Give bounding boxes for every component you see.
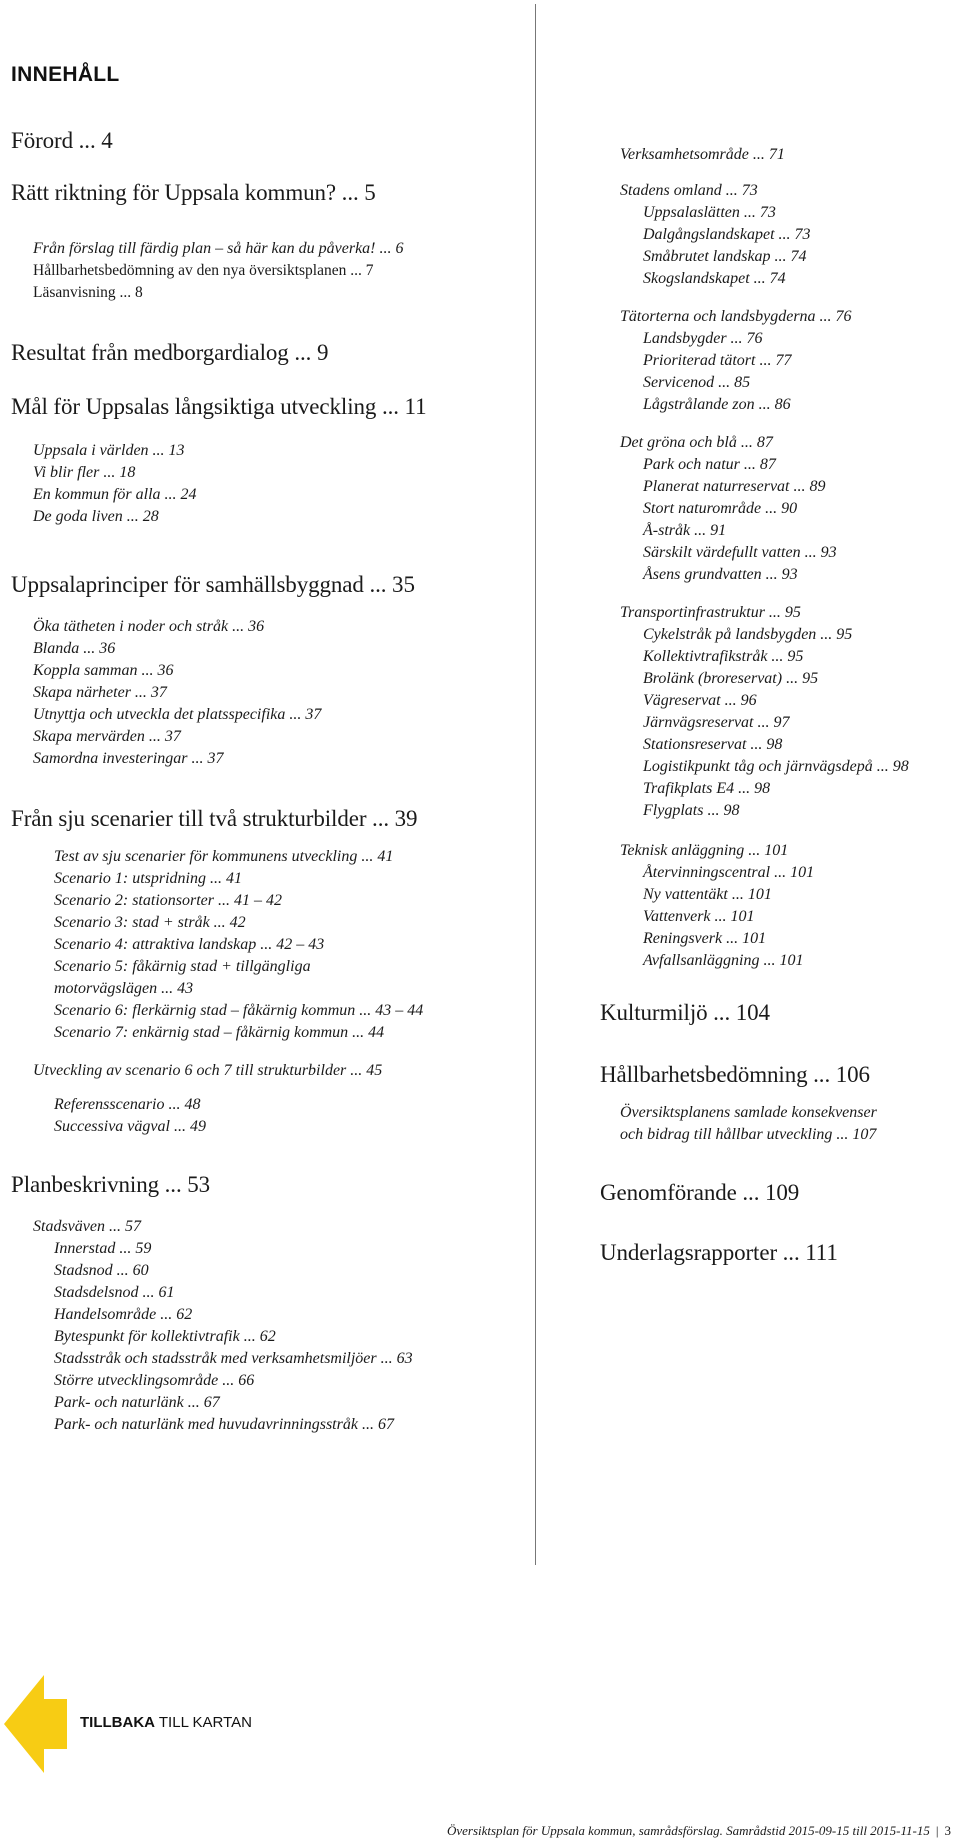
toc-left-entry[interactable]: Utnyttja och utveckla det platsspecifika ... 37 [33,706,322,723]
toc-left-entry[interactable]: Successiva vägval ... 49 [54,1118,206,1135]
toc-right-entry[interactable]: Återvinningscentral ... 101 [643,864,815,881]
toc-right-entry[interactable]: Uppsalaslätten ... 73 [643,204,776,221]
toc-right-entry[interactable]: Teknisk anläggning ... 101 [620,842,789,859]
back-to-map-button[interactable] [4,1675,284,1773]
toc-right-entry[interactable]: Det gröna och blå ... 87 [620,434,773,451]
toc-right-entry[interactable]: Järnvägsreservat ... 97 [643,714,790,731]
toc-left-entry[interactable]: En kommun för alla ... 24 [33,486,197,503]
toc-right-entry[interactable]: Verksamhetsområde ... 71 [620,146,785,163]
toc-right-entry[interactable]: Underlagsrapporter ... 111 [600,1240,838,1265]
toc-right-entry[interactable]: Särskilt värdefullt vatten ... 93 [643,544,837,561]
back-to-map-label-rest: TILL KARTAN [155,1714,252,1731]
toc-right-entry[interactable]: Stationsreservat ... 98 [643,736,783,753]
toc-left-entry[interactable]: Referensscenario ... 48 [54,1096,201,1113]
toc-right-entry[interactable]: Planerat naturreservat ... 89 [643,478,826,495]
toc-left-entry[interactable]: Stadsväven ... 57 [33,1218,141,1235]
toc-left-entry[interactable]: Förord ... 4 [11,128,113,153]
page-title: INNEHÅLL [11,63,120,86]
toc-right-entry[interactable]: och bidrag till hållbar utveckling ... 107 [620,1126,877,1143]
footer-document-info: Översiktsplan för Uppsala kommun, samrådsförslag. Samrådstid 2015-09-15 till 2015-11-15 [446,1823,930,1838]
toc-left-entry[interactable]: Stadsstråk och stadsstråk med verksamhetsmiljöer ... 63 [54,1350,413,1367]
toc-left-entry[interactable]: Samordna investeringar ... 37 [33,750,224,767]
toc-right-entry[interactable]: Småbrutet landskap ... 74 [643,248,807,265]
arrow-left-shape [4,1675,67,1773]
toc-left-entry[interactable]: Bytespunkt för kollektivtrafik ... 62 [54,1328,276,1345]
toc-right-entry[interactable]: Stort naturområde ... 90 [643,500,798,517]
toc-right-entry[interactable]: Kulturmiljö ... 104 [600,1000,770,1025]
toc-left-entry[interactable]: Resultat från medborgardialog ... 9 [11,340,329,365]
toc-left-entry[interactable]: Blanda ... 36 [33,640,116,657]
back-to-map-label-bold: TILLBAKA [80,1714,155,1731]
toc-right-entry[interactable]: Park och natur ... 87 [643,456,776,473]
toc-left-entry[interactable]: Koppla samman ... 36 [33,662,174,679]
toc-left-entry[interactable]: Stadsdelsnod ... 61 [54,1284,175,1301]
toc-right-entry[interactable]: Servicenod ... 85 [643,374,751,391]
toc-right-entry[interactable]: Genomförande ... 109 [600,1180,800,1205]
toc-right-entry[interactable]: Översiktsplanens samlade konsekvenser [620,1104,877,1121]
toc-left-entry[interactable]: Innerstad ... 59 [54,1240,152,1257]
toc-left-entry[interactable]: Uppsalaprinciper för samhällsbyggnad ... 35 [11,572,415,597]
column-divider [535,4,536,1565]
toc-right-entry[interactable]: Brolänk (broreservat) ... 95 [643,670,819,687]
arrow-left-icon [4,1675,80,1773]
toc-right-entry[interactable]: Trafikplats E4 ... 98 [643,780,771,797]
toc-left-entry[interactable]: Scenario 2: stationsorter ... 41 – 42 [54,892,282,909]
footer-page-number: 3 [944,1823,951,1838]
toc-right-entry[interactable]: Tätorterna och landsbygderna ... 76 [620,308,852,325]
toc-left-entry[interactable]: Stadsnod ... 60 [54,1262,149,1279]
toc-left-entry[interactable]: motorvägslägen ... 43 [54,980,194,997]
toc-left-entry[interactable]: Från förslag till färdig plan – så här kan du påverka! ... 6 [33,240,404,257]
toc-right-entry[interactable]: Logistikpunkt tåg och järnvägsdepå ... 98 [643,758,909,775]
toc-right-entry[interactable]: Vägreservat ... 96 [643,692,757,709]
toc-left-entry[interactable]: De goda liven ... 28 [33,508,159,525]
toc-left-entry[interactable]: Från sju scenarier till två strukturbilder ... 39 [11,806,418,831]
toc-right-entry[interactable]: Skogslandskapet ... 74 [643,270,786,287]
toc-right-entry[interactable]: Landsbygder ... 76 [643,330,763,347]
toc-left-entry[interactable]: Läsanvisning ... 8 [33,284,143,301]
toc-left-entry[interactable]: Park- och naturlänk ... 67 [54,1394,220,1411]
toc-left-entry[interactable]: Öka tätheten i noder och stråk ... 36 [33,618,265,635]
toc-right-entry[interactable]: Prioriterad tätort ... 77 [643,352,792,369]
toc-left-entry[interactable]: Uppsala i världen ... 13 [33,442,185,459]
toc-right-entry[interactable]: Flygplats ... 98 [643,802,740,819]
toc-left-entry[interactable]: Handelsområde ... 62 [54,1306,193,1323]
toc-left-entry[interactable]: Test av sju scenarier för kommunens utveckling ... 41 [54,848,394,865]
toc-right-entry[interactable]: Transportinfrastruktur ... 95 [620,604,801,621]
toc-right-entry[interactable]: Lågstrålande zon ... 86 [643,396,791,413]
toc-left-entry[interactable]: Scenario 3: stad + stråk ... 42 [54,914,246,931]
toc-left-entry[interactable]: Större utvecklingsområde ... 66 [54,1372,255,1389]
toc-left-entry[interactable]: Scenario 6: flerkärnig stad – fåkärnig kommun ... 43 – 44 [54,1002,424,1019]
toc-right-entry[interactable]: Cykelstråk på landsbygden ... 95 [643,626,853,643]
toc-left-entry[interactable]: Vi blir fler ... 18 [33,464,136,481]
toc-right-entry[interactable]: Ny vattentäkt ... 101 [643,886,772,903]
toc-right-entry[interactable]: Hållbarhetsbedömning ... 106 [600,1062,870,1087]
toc-left-entry[interactable]: Park- och naturlänk med huvudavrinningsstråk ... 67 [54,1416,394,1433]
toc-left-entry[interactable]: Hållbarhetsbedömning av den nya översiktsplanen ... 7 [33,262,374,279]
toc-left-entry[interactable]: Mål för Uppsalas långsiktiga utveckling ... 11 [11,394,427,419]
toc-right-entry[interactable]: Kollektivtrafikstråk ... 95 [643,648,804,665]
toc-right-entry[interactable]: Dalgångslandskapet ... 73 [643,226,811,243]
toc-left-entry[interactable]: Scenario 1: utspridning ... 41 [54,870,242,887]
toc-left-entry[interactable]: Rätt riktning för Uppsala kommun? ... 5 [11,180,376,205]
toc-left-entry[interactable]: Utveckling av scenario 6 och 7 till strukturbilder ... 45 [33,1062,383,1079]
toc-right-entry[interactable]: Åsens grundvatten ... 93 [643,566,798,583]
toc-right-entry[interactable]: Avfallsanläggning ... 101 [643,952,804,969]
toc-left-entry[interactable]: Scenario 5: fåkärnig stad + tillgängliga [54,958,311,975]
toc-left-entry[interactable]: Skapa mervärden ... 37 [33,728,181,745]
back-to-map-label [80,1714,252,1731]
toc-right-entry[interactable]: Vattenverk ... 101 [643,908,755,925]
toc-left-entry[interactable]: Scenario 7: enkärnig stad – fåkärnig kommun ... 44 [54,1024,385,1041]
toc-right-entry[interactable]: Stadens omland ... 73 [620,182,758,199]
toc-right-entry[interactable]: Reningsverk ... 101 [643,930,767,947]
toc-left-entry[interactable]: Scenario 4: attraktiva landskap ... 42 – 43 [54,936,325,953]
page-footer [447,1823,951,1839]
toc-left-entry[interactable]: Planbeskrivning ... 53 [11,1172,211,1197]
toc-right-entry[interactable]: Å-stråk ... 91 [643,522,727,539]
toc-left-entry[interactable]: Skapa närheter ... 37 [33,684,167,701]
footer-separator: | [935,1823,939,1838]
